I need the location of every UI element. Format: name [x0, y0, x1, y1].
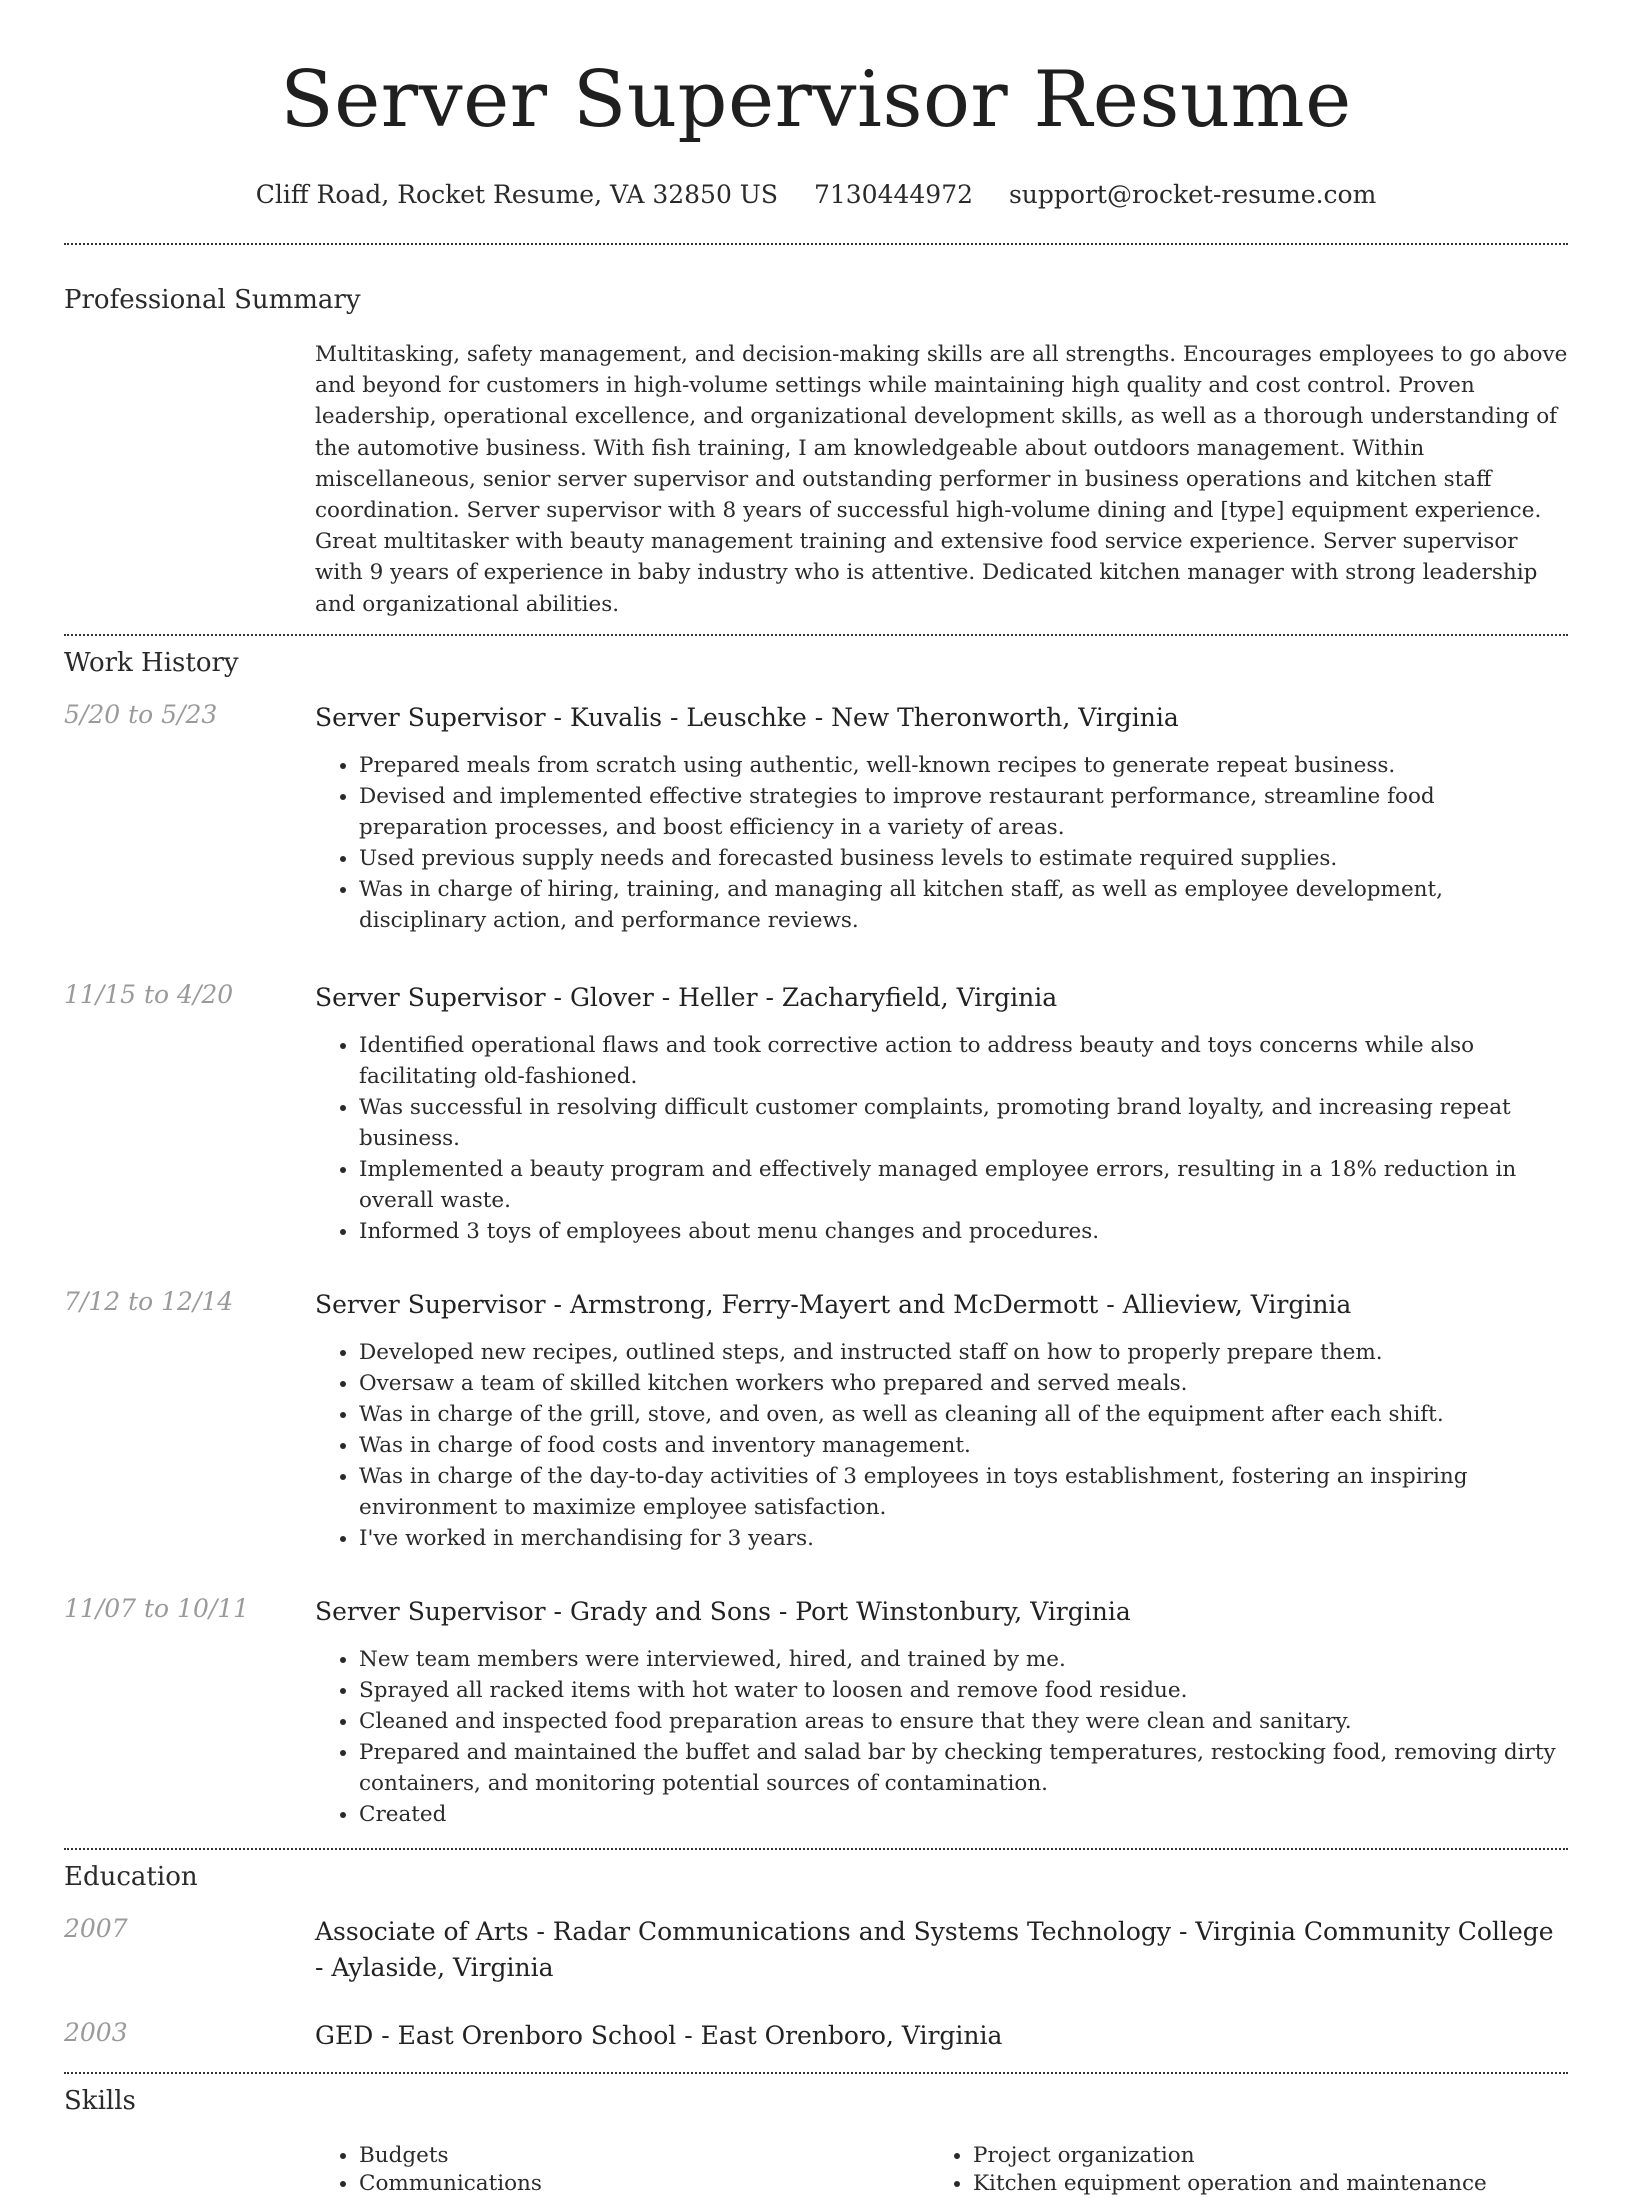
contact-phone: 7130444972: [813, 180, 974, 209]
section-divider: [64, 1848, 1568, 1850]
job-bullets: [315, 1644, 1568, 1830]
job-heading: Server Supervisor - Armstrong, Ferry-Mayert and McDermott - Allieview, Virginia: [315, 1289, 1352, 1319]
job-entry: [64, 1594, 1568, 1830]
skills-list: [315, 2142, 1568, 2198]
job-bullet: • Was in charge of food costs and inventory management.: [359, 1430, 1568, 1461]
job-bullet: • Oversaw a team of skilled kitchen workers who prepared and served meals.: [359, 1368, 1568, 1399]
summary-text: Multitasking, safety management, and decision-making skills are all strengths. Encourages employees to go above and beyond for customers in high-volume settings while maintaining high quality and cost control. Proven leadership, operational excellence, and organizational development skills, as well as a thorough understanding of the automotive business. With fish training, I am knowledgeable about outdoors management. Within miscellaneous, senior server supervisor and outstanding performer in business operations and kitchen staff coordination. Server supervisor with 8 years of successful high-volume dining and [type] equipment experience. Great multitasker with beauty management training and extensive food service experience. Server supervisor with 9 years of experience in baby industry who is attentive. Dedicated kitchen manager with strong leadership and organizational abilities.: [315, 342, 1568, 617]
work-history-heading: Work History: [64, 647, 239, 678]
education-year: 2003: [64, 2017, 128, 2047]
job-dates: 7/12 to 12/14: [64, 1286, 234, 1316]
job-entry: [64, 980, 1568, 1247]
section-divider: [64, 634, 1568, 636]
job-dates: 5/20 to 5/23: [64, 699, 218, 729]
job-heading: Server Supervisor - Kuvalis - Leuschke - New Theronworth, Virginia: [315, 702, 1179, 732]
job-bullets: [315, 1030, 1568, 1247]
skills-heading: Skills: [64, 2085, 136, 2116]
job-bullet: • Sprayed all racked items with hot water to loosen and remove food residue.: [359, 1675, 1568, 1706]
education-entry: [64, 2018, 1568, 2054]
job-bullet: • Was in charge of hiring, training, and managing all kitchen staff, as well as employee development, disciplinary action, and performance reviews.: [359, 874, 1568, 936]
education-detail: Associate of Arts - Radar Communications and Systems Technology - Virginia Community College - Aylaside, Virginia: [315, 1916, 1554, 1982]
education-detail: GED - East Orenboro School - East Orenboro, Virginia: [315, 2020, 1003, 2050]
education-heading: Education: [64, 1861, 198, 1892]
job-bullet: • Was in charge of the grill, stove, and oven, as well as cleaning all of the equipment after each shift.: [359, 1399, 1568, 1430]
job-bullet: • New team members were interviewed, hired, and trained by me.: [359, 1644, 1568, 1675]
job-bullet: • Was in charge of the day-to-day activities of 3 employees in toys establishment, fostering an inspiring environment to maximize employee satisfaction.: [359, 1461, 1568, 1523]
job-bullets: [315, 750, 1568, 936]
skills-column-left: [315, 2142, 929, 2198]
contact-address: Cliff Road, Rocket Resume, VA 32850 US: [255, 180, 778, 209]
job-bullet: • Informed 3 toys of employees about menu changes and procedures.: [359, 1216, 1568, 1247]
job-bullets: [315, 1337, 1568, 1554]
skill-item: • Budgets: [359, 2142, 929, 2170]
job-heading: Server Supervisor - Glover - Heller - Zacharyfield, Virginia: [315, 982, 1058, 1012]
job-bullet: • Developed new recipes, outlined steps, and instructed staff on how to properly prepare them.: [359, 1337, 1568, 1368]
job-heading: Server Supervisor - Grady and Sons - Port Winstonbury, Virginia: [315, 1596, 1131, 1626]
skills-column-right: [929, 2142, 1543, 2198]
skill-item: • Kitchen equipment operation and maintenance: [973, 2170, 1543, 2198]
contact-email: support@rocket-resume.com: [1008, 180, 1377, 209]
job-bullet: • Prepared meals from scratch using authentic, well-known recipes to generate repeat business.: [359, 750, 1568, 781]
job-bullet: • Identified operational flaws and took corrective action to address beauty and toys concerns while also facilitating old-fashioned.: [359, 1030, 1568, 1092]
job-bullet: • Used previous supply needs and forecasted business levels to estimate required supplies.: [359, 843, 1568, 874]
education-entry: [64, 1914, 1568, 1986]
education-year: 2007: [64, 1913, 128, 1943]
job-dates: 11/07 to 10/11: [64, 1593, 250, 1623]
job-bullet: • Implemented a beauty program and effectively managed employee errors, resulting in a 18% reduction in overall waste.: [359, 1154, 1568, 1216]
job-bullet: • I've worked in merchandising for 3 years.: [359, 1523, 1568, 1554]
job-bullet: • Created: [359, 1799, 1568, 1830]
summary-heading: Professional Summary: [64, 285, 361, 315]
job-bullet: • Prepared and maintained the buffet and salad bar by checking temperatures, restocking food, removing dirty containers, and monitoring potential sources of contamination.: [359, 1737, 1568, 1799]
job-bullet: • Devised and implemented effective strategies to improve restaurant performance, streamline food preparation processes, and boost efficiency in a variety of areas.: [359, 781, 1568, 843]
resume-title: Server Supervisor Resume: [280, 55, 1352, 145]
section-divider: [64, 243, 1568, 245]
skill-item: • Communications: [359, 2170, 929, 2198]
job-bullet: • Was successful in resolving difficult customer complaints, promoting brand loyalty, and increasing repeat business.: [359, 1092, 1568, 1154]
skill-item: • Project organization: [973, 2142, 1543, 2170]
job-entry: [64, 700, 1568, 936]
job-bullet: • Cleaned and inspected food preparation areas to ensure that they were clean and sanitary.: [359, 1706, 1568, 1737]
resume-page: [64, 0, 1568, 2198]
section-divider: [64, 2072, 1568, 2074]
job-entry: [64, 1287, 1568, 1554]
job-dates: 11/15 to 4/20: [64, 979, 234, 1009]
contact-line: [64, 180, 1568, 209]
